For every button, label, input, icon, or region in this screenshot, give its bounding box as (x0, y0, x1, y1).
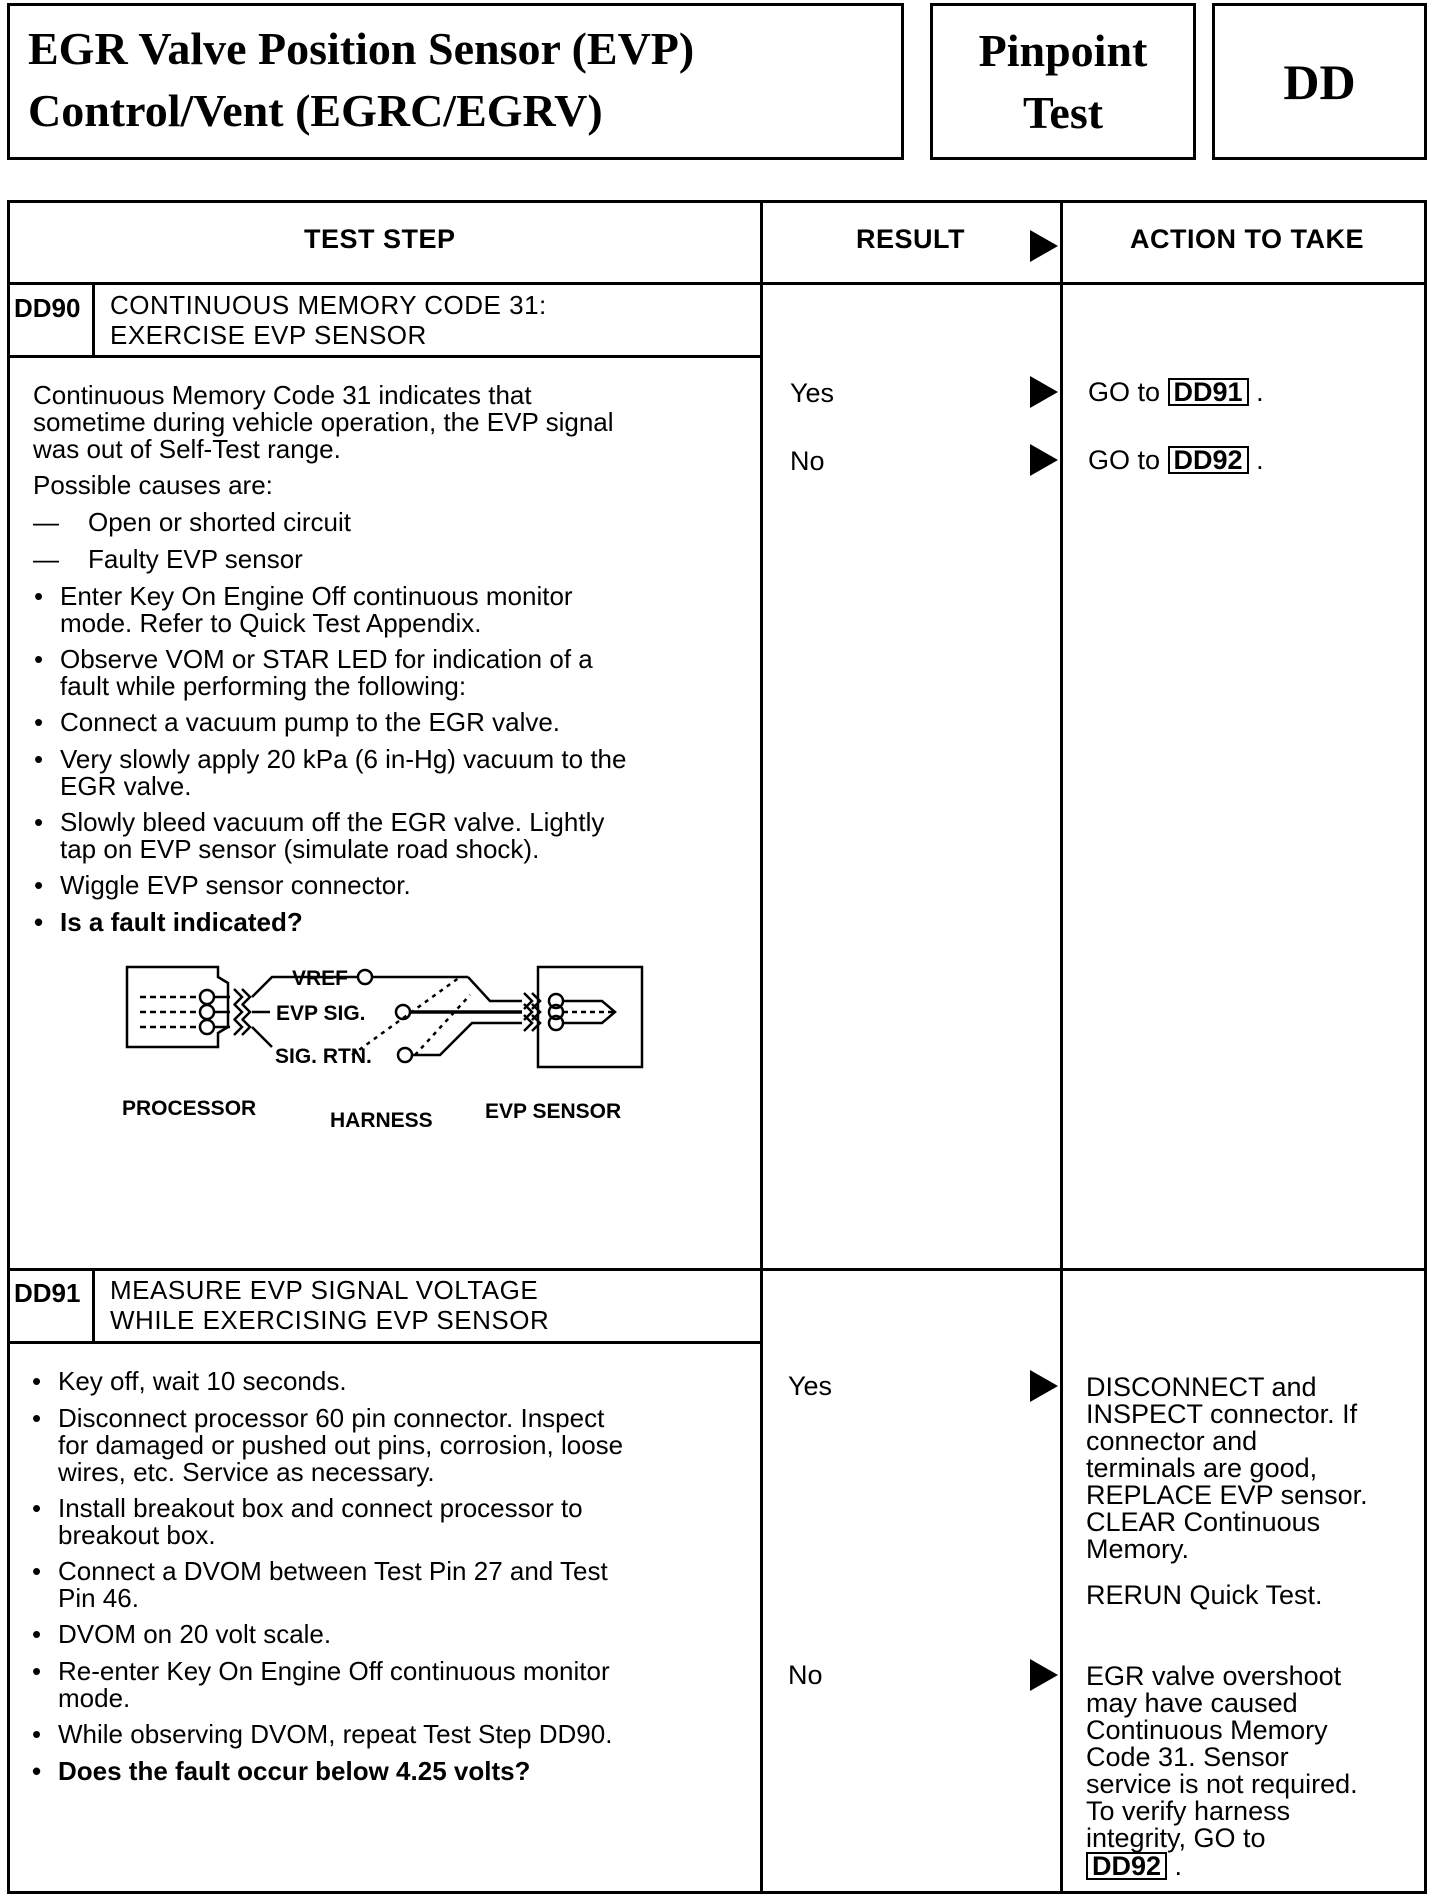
test-label: Test (1022, 87, 1104, 138)
dd90-bullet-2-line2: fault while performing the following: (60, 671, 467, 701)
dd90-title-underline (7, 355, 763, 358)
dd91-bullet-6-line1: • Re-enter Key On Engine Off continuous monitor (58, 1656, 610, 1686)
header-row-divider (7, 282, 1427, 285)
dd91-bullet-1: • Key off, wait 10 seconds. (58, 1368, 347, 1395)
dd90-intro-line1: Continuous Memory Code 31 indicates that (33, 380, 532, 410)
dd90-bullet-2-line1: • Observe VOM or STAR LED for indication of a (60, 644, 593, 674)
dd91-action-yes-line3: connector and (1086, 1426, 1258, 1456)
dd91-bullet-3-line1: • Install breakout box and connect processor to (58, 1493, 583, 1523)
evp-wiring-diagram (110, 955, 670, 1155)
column-divider-1 (760, 200, 763, 1894)
test-code-box (1212, 3, 1427, 160)
label-evp-sensor: EVP SENSOR (485, 1100, 622, 1123)
dd91-id-divider (92, 1268, 95, 1343)
dd90-bullet-3: • Connect a vacuum pump to the EGR valve. (60, 709, 560, 736)
dd91-action-yes-line4: terminals are good, (1086, 1453, 1318, 1483)
page-title-box (7, 3, 904, 160)
dd91-action-no-line4: Code 31. Sensor (1086, 1742, 1289, 1772)
dd91-title-line1: MEASURE EVP SIGNAL VOLTAGE (110, 1275, 539, 1305)
dd90-action-yes-text: GO to (1088, 377, 1161, 407)
dd91-bullet-6-line2: mode. (58, 1683, 131, 1713)
column-result: RESULT (856, 224, 965, 254)
step-divider (7, 1268, 1427, 1271)
dd90-id-divider (92, 282, 95, 357)
dd90-bullet-4 (60, 746, 626, 800)
dd91-bullet-7: • While observing DVOM, repeat Test Step DD90. (58, 1721, 612, 1748)
dd90-bullet-5-line1: • Slowly bleed vacuum off the EGR valve. Lightly (60, 807, 605, 837)
dd90-intro-line2: sometime during vehicle operation, the EVP signal (33, 407, 614, 437)
dd90-action-yes-period: . (1256, 377, 1264, 407)
pinpoint-label: Pinpoint (978, 25, 1148, 76)
dd92-reference-link-2[interactable]: DD92 (1086, 1852, 1167, 1880)
dd91-bullet-2-line2: for damaged or pushed out pins, corrosion, loose (58, 1430, 624, 1460)
dd91-step-id: DD91 (14, 1278, 81, 1308)
dd91-action-no-line6: To verify harness (1086, 1796, 1291, 1826)
dd91-action-no-line1: EGR valve overshoot (1086, 1661, 1342, 1691)
test-code: DD (1283, 54, 1356, 110)
dd91-yes-arrow-icon (1030, 1370, 1058, 1402)
dd91-bullet-4 (58, 1558, 608, 1612)
dd91-reference-link[interactable]: DD91 (1168, 378, 1249, 406)
dd91-action-no-ref-line (1086, 1852, 1358, 1880)
label-sig-rtn: SIG. RTN. (275, 1045, 372, 1068)
dd90-bullet-1-line1: • Enter Key On Engine Off continuous monitor (60, 581, 573, 611)
dd91-title-underline (7, 1341, 763, 1344)
dd90-title-line1: CONTINUOUS MEMORY CODE 31: (110, 290, 547, 320)
dd90-action-no-text: GO to (1088, 445, 1161, 475)
dd90-cause-1: — Open or shorted circuit (88, 509, 351, 536)
dd90-action-yes (1088, 378, 1264, 406)
dd91-bullet-2 (58, 1405, 623, 1486)
dd91-action-yes-line6: CLEAR Continuous (1086, 1507, 1321, 1537)
dd91-result-no: No (788, 1660, 823, 1690)
dd91-action-yes-line5: REPLACE EVP sensor. (1086, 1480, 1368, 1510)
dd90-bullet-1 (60, 583, 573, 637)
dd91-no-arrow-icon (1030, 1659, 1058, 1691)
column-action: ACTION TO TAKE (1130, 224, 1364, 254)
dd90-possible-causes: Possible causes are: (33, 470, 273, 500)
dd90-bullet-6: • Wiggle EVP sensor connector. (60, 872, 411, 899)
dd91-bullet-3 (58, 1495, 583, 1549)
dd91-action-no-line5: service is not required. (1086, 1769, 1358, 1799)
dd91-action-yes-line2: INSPECT connector. If (1086, 1399, 1358, 1429)
label-evp-sig: EVP SIG. (276, 1002, 366, 1025)
dd91-bullet-2-line3: wires, etc. Service as necessary. (58, 1457, 435, 1487)
dd90-action-no (1088, 446, 1264, 474)
dd90-no-arrow-icon (1030, 444, 1058, 476)
result-arrow-icon (1030, 230, 1058, 262)
label-vref: VREF (292, 967, 349, 990)
dd90-question: • Is a fault indicated? (60, 909, 303, 936)
dd91-action-yes-line1: DISCONNECT and (1086, 1372, 1317, 1402)
dd91-action-rerun: RERUN Quick Test. (1086, 1580, 1323, 1610)
page-title-line2: Control/Vent (EGRC/EGRV) (28, 85, 603, 136)
dd91-bullet-4-line1: • Connect a DVOM between Test Pin 27 and Test (58, 1556, 608, 1586)
dd91-action-no-line3: Continuous Memory (1086, 1715, 1328, 1745)
column-divider-2 (1060, 200, 1063, 1894)
dd91-bullet-3-line2: breakout box. (58, 1520, 216, 1550)
dd91-bullet-6 (58, 1658, 610, 1712)
dd91-action-yes-line7: Memory. (1086, 1534, 1190, 1564)
label-processor: PROCESSOR (122, 1097, 257, 1120)
dd90-result-yes: Yes (790, 378, 835, 408)
dd90-cause-2: — Faulty EVP sensor (88, 546, 303, 573)
dd90-bullet-5-line2: tap on EVP sensor (simulate road shock). (60, 834, 540, 864)
dd90-intro-line3: was out of Self-Test range. (33, 434, 341, 464)
dd91-bullet-4-line2: Pin 46. (58, 1583, 139, 1613)
dd90-yes-arrow-icon (1030, 376, 1058, 408)
dd90-bullet-1-line2: mode. Refer to Quick Test Appendix. (60, 608, 482, 638)
dd90-intro (33, 382, 614, 463)
page-title-line1: EGR Valve Position Sensor (EVP) (28, 23, 695, 74)
dd90-bullet-2 (60, 646, 593, 700)
dd91-bullet-2-line1: • Disconnect processor 60 pin connector. Inspect (58, 1403, 605, 1433)
dd92-reference-link[interactable]: DD92 (1168, 446, 1249, 474)
dd91-bullet-5: • DVOM on 20 volt scale. (58, 1621, 331, 1648)
dd91-action-no-line2: may have caused (1086, 1688, 1298, 1718)
pinpoint-test-box (930, 3, 1196, 160)
dd91-action-no-line7: integrity, GO to (1086, 1823, 1266, 1853)
dd91-result-yes: Yes (788, 1371, 833, 1401)
dd90-action-no-period: . (1256, 445, 1264, 475)
dd90-bullet-4-line2: EGR valve. (60, 771, 192, 801)
dd91-action-no-period: . (1174, 1851, 1183, 1881)
dd91-question: • Does the fault occur below 4.25 volts? (58, 1758, 530, 1785)
dd90-bullet-4-line1: • Very slowly apply 20 kPa (6 in-Hg) vacuum to the (60, 744, 627, 774)
dd91-title-line2: WHILE EXERCISING EVP SENSOR (110, 1305, 550, 1335)
dd90-title-line2: EXERCISE EVP SENSOR (110, 320, 427, 350)
dd91-action-yes (1086, 1374, 1368, 1563)
column-test-step: TEST STEP (304, 224, 456, 254)
label-harness: HARNESS (330, 1109, 433, 1132)
dd90-step-id: DD90 (14, 293, 81, 323)
dd90-bullet-5 (60, 809, 604, 863)
dd91-action-no (1086, 1663, 1358, 1880)
dd90-result-no: No (790, 446, 825, 476)
